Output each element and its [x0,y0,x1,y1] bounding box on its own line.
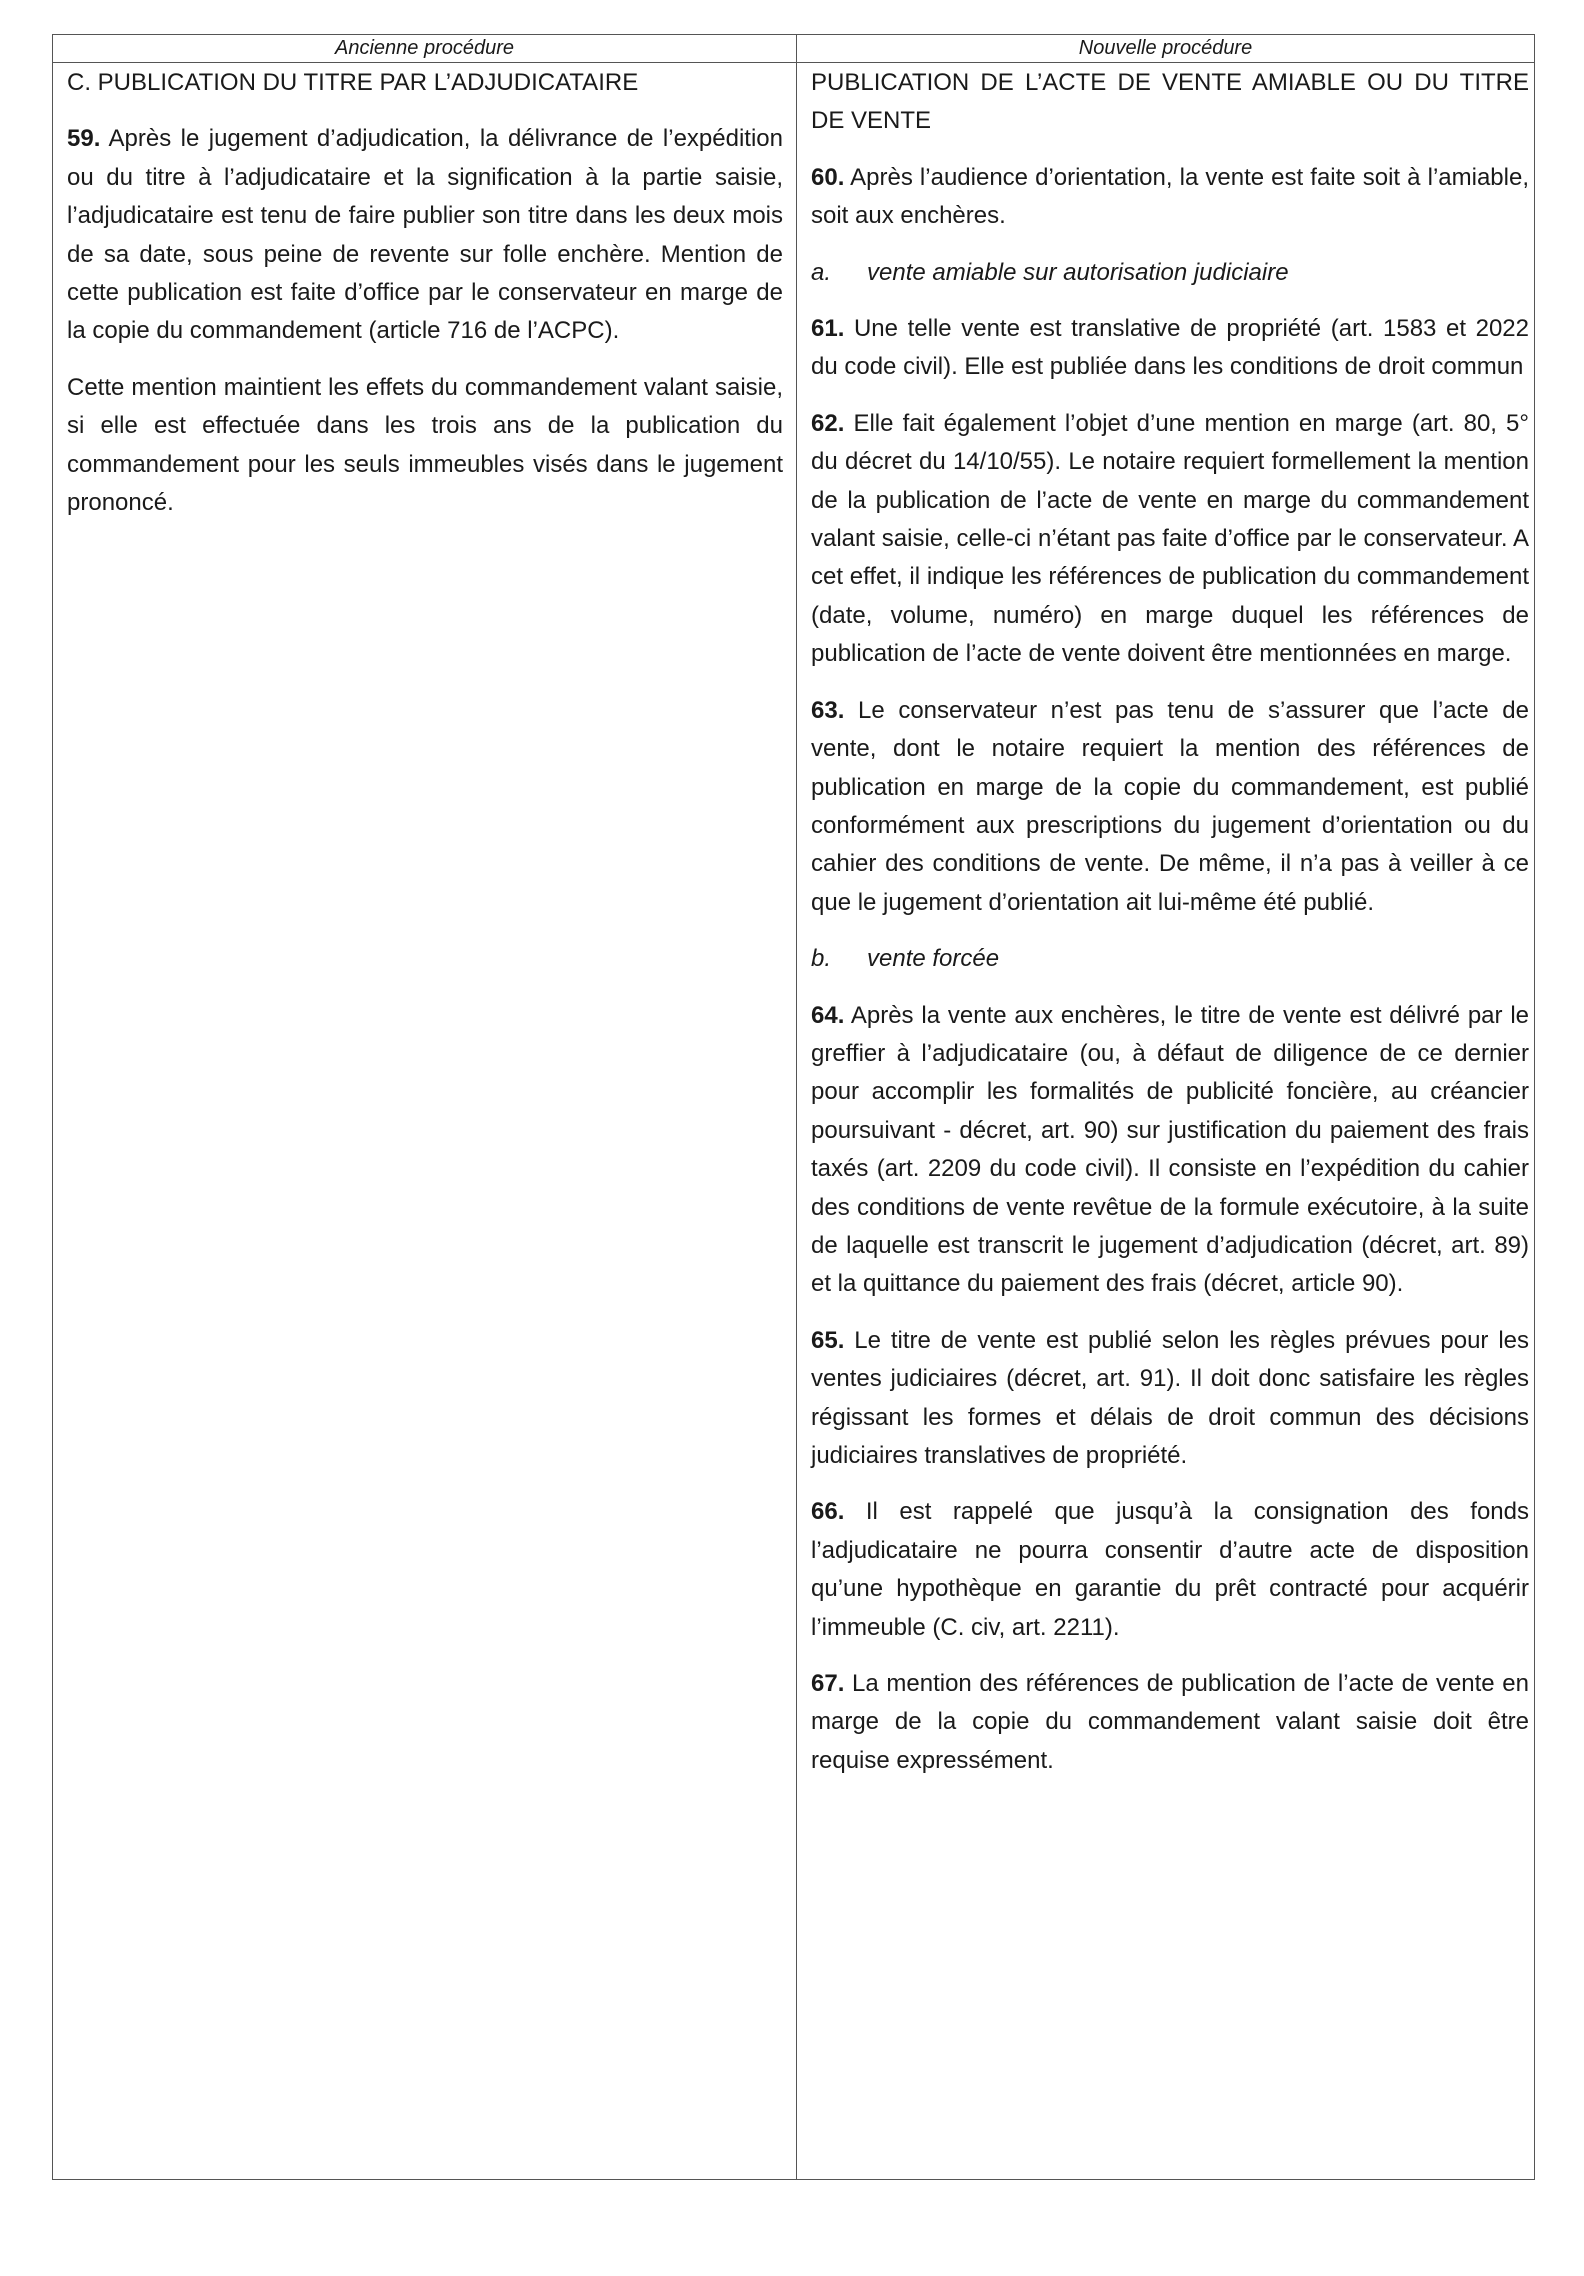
paragraph-number: 67. [811,1670,845,1698]
paragraph-text: Elle fait également l’objet d’une mention en marge (art. 80, 5° du décret du 14/10/55). Le notaire requiert formellement la mention de la publication de l’acte de vente en marge du commandement valant saisie, celle-ci n’étant pas faite d’office par le conservateur. A cet effet, il indique les références de publication du commandement (date, volume, numéro) en marge duquel les références de publication de l’acte de vente doivent être mentionnées en marge. [811,409,1529,668]
paragraph-67 [811,1665,1529,1780]
paragraph-60 [811,159,1529,236]
paragraph-text: Après le jugement d’adjudication, la délivrance de l’expédition ou du titre à l’adjudicataire et la signification à la partie saisie, l’adjudicataire est tenu de faire publier son titre dans les deux mois de sa date, sous peine de revente sur folle enchère. Mention de cette publication est faite d’office par le conservateur en marge de la copie du commandement (article 716 de l’ACPC). [67,125,783,345]
paragraph-number: 61. [811,315,845,343]
paragraph-text: Après la vente aux enchères, le titre de vente est délivré par le greffier à l’adjudicataire (ou, à défaut de diligence de ce dernier pour accomplir les formalités de publicité foncière, au créancier poursuivant - décret, art. 90) sur justification du paiement des frais taxés (art. 2209 du code civil). Il consiste en l’expédition du cahier des conditions de vente revêtue de la formule exécutoire, à la suite de laquelle est transcrit le jugement d’adjudication (décret, art. 89) et la quittance du paiement des frais (décret, article 90). [811,1001,1529,1298]
paragraph-number: 59. [67,125,101,153]
header-ancienne-procedure: Ancienne procédure [334,37,514,59]
paragraph-text: Le titre de vente est publié selon les règles prévues pour les ventes judiciaires (décret, art. 91). Il doit donc satisfaire les règles régissant les formes et délais de droit commun des décisions judiciaires translatives de propriété. [811,1326,1529,1469]
paragraph-number: 65. [811,1326,845,1354]
paragraph-66 [811,1493,1529,1647]
column-divider [796,35,797,2179]
paragraph-59 [67,120,783,350]
subsection-title: vente forcée [867,945,1000,973]
subsection-title: vente amiable sur autorisation judiciaire [867,258,1289,286]
paragraph-number: 66. [811,1498,845,1526]
subsection-letter: b. [811,945,832,973]
paragraph-number: 60. [811,163,845,191]
paragraph-65 [811,1322,1529,1476]
paragraph-61 [811,310,1529,387]
paragraph-mention-effets: Cette mention maintient les effets du commandement valant saisie, si elle est effectuée dans les trois ans de la publication du commandement pour les seuls immeubles visés dans le jugement prononcé. [67,373,783,517]
right-column-nouvelle [811,64,1529,1798]
paragraph-62 [811,405,1529,674]
paragraph-text: Une telle vente est translative de propriété (art. 1583 et 2022 du code civil). Elle est publiée dans les conditions de droit commun [811,315,1529,381]
subsection-letter: a. [811,258,832,286]
paragraph-text: Il est rappelé que jusqu’à la consignation des fonds l’adjudicataire ne pourra consentir d’autre acte de disposition qu’une hypothèque en garantie du prêt contracté pour acquérir l’immeuble (C. civ, art. 2211). [811,1498,1529,1641]
paragraph-number: 63. [811,696,845,724]
subsection-a [811,254,1529,292]
left-section-heading: C. PUBLICATION DU TITRE PAR L’ADJUDICATAIRE [67,69,639,96]
paragraph-64 [811,997,1529,1304]
procedure-comparison-table [52,34,1535,2180]
right-section-heading: PUBLICATION DE L’ACTE DE VENTE AMIABLE OU DU TITRE DE VENTE [811,69,1529,135]
paragraph-number: 64. [811,1001,845,1029]
paragraph-text: Le conservateur n’est pas tenu de s’assurer que l’acte de vente, dont le notaire requiert la mention des références de publication en marge de la copie du commandement, est publié conformément aux prescriptions du jugement d’orientation ou du cahier des conditions de vente. De même, il n’a pas à veiller à ce que le jugement d’orientation ait lui-même été publié. [811,696,1529,916]
paragraph-text: Après l’audience d’orientation, la vente est faite soit à l’amiable, soit aux enchères. [811,163,1529,230]
paragraph-number: 62. [811,409,845,437]
paragraph-text: La mention des références de publication de l’acte de vente en marge de la copie du commandement valant saisie doit être requise expressément. [811,1670,1529,1774]
table-header-row [53,35,1534,63]
subsection-b [811,940,1529,978]
header-nouvelle-procedure: Nouvelle procédure [1078,37,1253,59]
left-column-ancienne [67,64,783,540]
paragraph-63 [811,692,1529,922]
